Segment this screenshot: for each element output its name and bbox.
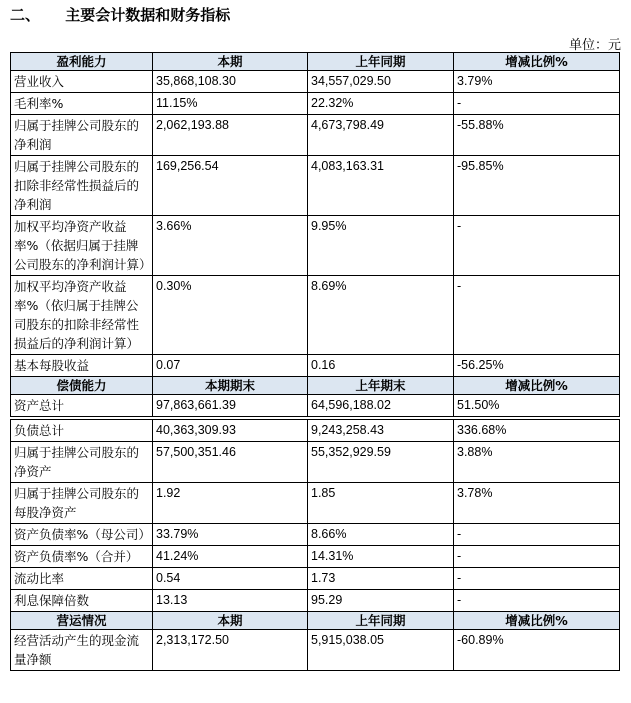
current-value: 0.07 (153, 355, 308, 377)
metric-label: 资产负债率%（合并） (11, 546, 153, 568)
metric-label: 基本每股收益 (11, 355, 153, 377)
change-ratio: 3.88% (454, 442, 620, 483)
current-value: 11.15% (153, 93, 308, 115)
current-value: 1.92 (153, 483, 308, 524)
change-ratio: - (454, 546, 620, 568)
change-ratio: - (454, 276, 620, 355)
table-row (11, 630, 620, 671)
section-heading (10, 4, 230, 25)
current-value: 97,863,661.39 (153, 395, 308, 417)
metric-label: 归属于挂牌公司股东的净资产 (11, 442, 153, 483)
table-row (11, 483, 620, 524)
prior-value: 34,557,029.50 (308, 71, 454, 93)
section-header-row (11, 53, 620, 71)
table-row (11, 568, 620, 590)
current-value: 2,062,193.88 (153, 115, 308, 156)
prior-value: 1.85 (308, 483, 454, 524)
change-ratio: - (454, 590, 620, 612)
prior-value: 0.16 (308, 355, 454, 377)
metric-label: 归属于挂牌公司股东的每股净资产 (11, 483, 153, 524)
prior-period-header: 上年期末 (308, 377, 454, 395)
change-ratio: -60.89% (454, 630, 620, 671)
change-ratio: - (454, 524, 620, 546)
current-value: 169,256.54 (153, 156, 308, 216)
current-value: 2,313,172.50 (153, 630, 308, 671)
change-ratio: 51.50% (454, 395, 620, 417)
table-row (11, 524, 620, 546)
metric-label: 流动比率 (11, 568, 153, 590)
section-header-row (11, 612, 620, 630)
prior-value: 1.73 (308, 568, 454, 590)
table-row (11, 420, 620, 442)
prior-value: 4,083,163.31 (308, 156, 454, 216)
prior-value: 55,352,929.59 (308, 442, 454, 483)
prior-value: 4,673,798.49 (308, 115, 454, 156)
prior-value: 14.31% (308, 546, 454, 568)
current-value: 35,868,108.30 (153, 71, 308, 93)
current-period-header: 本期 (153, 53, 308, 71)
category-header: 偿债能力 (11, 377, 153, 395)
current-value: 57,500,351.46 (153, 442, 308, 483)
current-value: 3.66% (153, 216, 308, 276)
table-row (11, 216, 620, 276)
prior-value: 22.32% (308, 93, 454, 115)
category-header: 营运情况 (11, 612, 153, 630)
change-ratio-header: 增减比例% (454, 612, 620, 630)
change-ratio: - (454, 216, 620, 276)
table-row (11, 395, 620, 417)
table-row (11, 71, 620, 93)
change-ratio: 3.79% (454, 71, 620, 93)
change-ratio: 336.68% (454, 420, 620, 442)
current-value: 33.79% (153, 524, 308, 546)
section-title: 主要会计数据和财务指标 (65, 6, 231, 24)
table-row (11, 115, 620, 156)
metric-label: 归属于挂牌公司股东的扣除非经常性损益后的净利润 (11, 156, 153, 216)
table-row (11, 546, 620, 568)
table-row (11, 93, 620, 115)
unit-label: 单位：元 (568, 38, 621, 53)
metric-label: 加权平均净资产收益率%（依据归属于挂牌公司股东的净利润计算） (11, 216, 153, 276)
metric-label: 经营活动产生的现金流量净额 (11, 630, 153, 671)
category-header: 盈利能力 (11, 53, 153, 71)
change-ratio: -95.85% (454, 156, 620, 216)
section-header-row (11, 377, 620, 395)
current-value: 0.54 (153, 568, 308, 590)
current-period-header: 本期 (153, 612, 308, 630)
prior-value: 9,243,258.43 (308, 420, 454, 442)
metric-label: 加权平均净资产收益率%（依归属于挂牌公司股东的扣除非经常性损益后的净利润计算） (11, 276, 153, 355)
table-row (11, 355, 620, 377)
change-ratio: - (454, 93, 620, 115)
table-row (11, 442, 620, 483)
change-ratio-header: 增减比例% (454, 53, 620, 71)
prior-value: 5,915,038.05 (308, 630, 454, 671)
metric-label: 利息保障倍数 (11, 590, 153, 612)
metric-label: 归属于挂牌公司股东的净利润 (11, 115, 153, 156)
current-value: 0.30% (153, 276, 308, 355)
financial-indicators-table (10, 52, 620, 671)
metric-label: 营业收入 (11, 71, 153, 93)
current-value: 40,363,309.93 (153, 420, 308, 442)
current-period-header: 本期期末 (153, 377, 308, 395)
metric-label: 毛利率% (11, 93, 153, 115)
table-row (11, 590, 620, 612)
table-row (11, 156, 620, 216)
change-ratio-header: 增减比例% (454, 377, 620, 395)
prior-period-header: 上年同期 (308, 53, 454, 71)
change-ratio: - (454, 568, 620, 590)
table-row (11, 276, 620, 355)
prior-value: 8.66% (308, 524, 454, 546)
change-ratio: -55.88% (454, 115, 620, 156)
section-number: 二、 (10, 6, 41, 24)
metric-label: 资产总计 (11, 395, 153, 417)
prior-period-header: 上年同期 (308, 612, 454, 630)
current-value: 41.24% (153, 546, 308, 568)
current-value: 13.13 (153, 590, 308, 612)
prior-value: 95.29 (308, 590, 454, 612)
prior-value: 64,596,188.02 (308, 395, 454, 417)
change-ratio: 3.78% (454, 483, 620, 524)
change-ratio: -56.25% (454, 355, 620, 377)
prior-value: 8.69% (308, 276, 454, 355)
metric-label: 资产负债率%（母公司） (11, 524, 153, 546)
prior-value: 9.95% (308, 216, 454, 276)
metric-label: 负债总计 (11, 420, 153, 442)
